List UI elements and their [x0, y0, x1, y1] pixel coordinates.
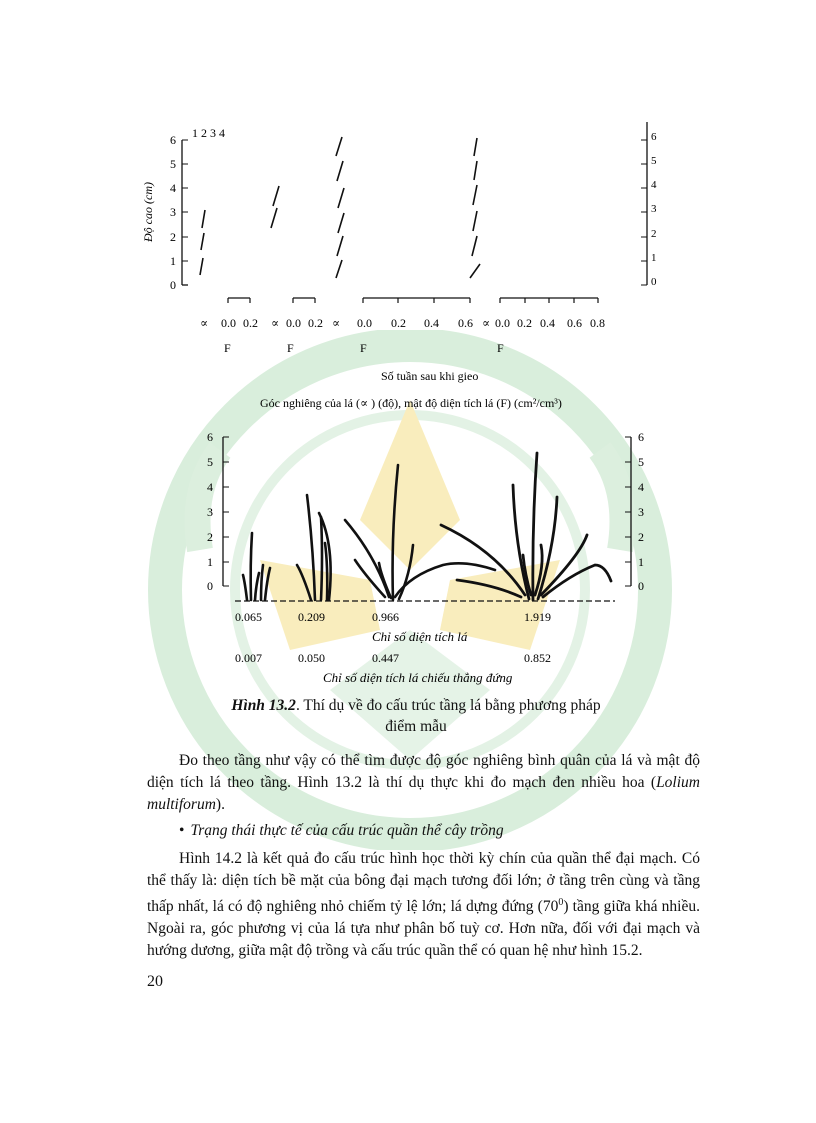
vertical-projection-value: 0.852	[524, 651, 551, 665]
page-number: 20	[147, 973, 163, 990]
x-tick: 0.2	[243, 316, 258, 330]
paragraph-2	[147, 848, 700, 962]
paragraph-1	[147, 750, 700, 816]
vertical-projection-value: 0.007	[235, 651, 262, 665]
caption-text: . Thí dụ về đo cấu trúc tầng lá bằng phương pháp điểm mẫu	[295, 697, 601, 735]
x-tick: 0.4	[540, 316, 555, 330]
y-tick: 5	[170, 157, 176, 171]
alpha-label: ∝	[332, 316, 341, 330]
bullet-heading-text: Trạng thái thực tế của cấu trúc quần thể cây trồng	[190, 822, 504, 839]
y-axis-label: Độ cao (cm)	[141, 182, 155, 242]
f-label: F	[224, 341, 231, 355]
y-tick-right: 1	[651, 252, 657, 264]
leaf-area-density-chart	[140, 110, 700, 430]
y-tick-right: 4	[638, 480, 644, 494]
right-y-axis	[641, 122, 657, 288]
f-label: F	[360, 341, 367, 355]
y-tick-right: 0	[638, 579, 644, 593]
y-tick-right: 3	[638, 505, 644, 519]
paragraph-1-text: Đo theo tầng như vậy có thể tìm được độ góc nghiêng bình quân của lá và mật độ diện tích lá theo tầng. Hình 13.2 là thí dụ thực khi đo mạch đen nhiều hoa (	[147, 752, 700, 791]
y-tick: 2	[207, 530, 213, 544]
paragraph-2-text: Hình 14.2 là kết quả đo cấu trúc hình học thời kỳ chín của quần thể đại mạch. Có thể thấy là: diện tích bề mặt của bông đại mạch tương đối lớn; ở tầng trên cùng và tầng thấp nhất, lá có độ nghiêng nhỏ chiếm tỷ lệ lớn; lá dựng đứng (70	[147, 850, 700, 916]
y-tick-right: 5	[638, 455, 644, 469]
bullet-icon: •	[179, 822, 185, 839]
x-tick: 0.0	[495, 316, 510, 330]
y-tick-right: 6	[651, 131, 657, 143]
y-tick: 4	[207, 480, 213, 494]
plants-right-axis	[625, 430, 644, 593]
f-label: F	[497, 341, 504, 355]
y-tick: 6	[207, 430, 213, 444]
y-tick-right: 4	[651, 179, 657, 191]
degree-superscript: 0	[558, 897, 564, 908]
alpha-label: ∝	[200, 316, 209, 330]
bullet-heading	[147, 820, 700, 842]
alpha-label: ∝	[482, 316, 491, 330]
y-tick: 1	[170, 254, 176, 268]
x-tick: 0.8	[590, 316, 605, 330]
figure-caption	[218, 695, 614, 737]
plant-week-1	[243, 533, 270, 600]
paragraph-1-end: ).	[215, 796, 225, 813]
f-label: F	[287, 341, 294, 355]
y-tick: 4	[170, 181, 176, 195]
x-tick: 0.6	[567, 316, 582, 330]
y-tick: 5	[207, 455, 213, 469]
x-tick: 0.4	[424, 316, 439, 330]
paragraph-2-end: ) tầng giữa khá nhiều. Ngoài ra, góc phương vị của lá tựa như phân bố tuỳ cơ. Hơn nữa, đối với đại mạch và hướng dương, giữa mật độ trồng và cấu trúc quần thể có quan hệ như hình 15.2.	[147, 898, 700, 960]
leaf-angle-marks	[200, 137, 480, 278]
leaf-area-index-value: 0.209	[298, 610, 325, 624]
x-tick: 0.0	[221, 316, 236, 330]
leaf-area-index-value: 0.065	[235, 610, 262, 624]
leaf-area-index-value: 1.919	[524, 610, 551, 624]
y-tick-right: 6	[638, 430, 644, 444]
leaf-area-index-value: 0.966	[372, 610, 399, 624]
plant-week-4	[441, 453, 611, 600]
species-name: Lolium multiforum	[147, 774, 700, 813]
leaf-area-index-label: Chỉ số diện tích lá	[372, 629, 468, 644]
x-tick: 0.2	[517, 316, 532, 330]
x-axis-label-angle: Góc nghiêng của lá (∝ ) (độ), mật độ diện tích lá (F) (cm²/cm³)	[260, 396, 562, 410]
y-tick: 0	[207, 579, 213, 593]
x-tick: 0.2	[308, 316, 323, 330]
y-tick: 2	[170, 230, 176, 244]
y-tick: 1	[207, 555, 213, 569]
plant-week-3	[345, 465, 495, 600]
x-tick: 0.2	[391, 316, 406, 330]
vertical-projection-value: 0.050	[298, 651, 325, 665]
plant-silhouette-chart	[195, 425, 675, 695]
panel-x-axes	[228, 298, 598, 303]
caption-figure-number: Hình 13.2	[231, 697, 296, 714]
y-tick: 3	[207, 505, 213, 519]
y-tick-right: 2	[638, 530, 644, 544]
x-tick-labels	[200, 316, 605, 355]
alpha-label: ∝	[271, 316, 280, 330]
x-tick: 0.0	[357, 316, 372, 330]
y-tick-right: 5	[651, 155, 657, 167]
vertical-projection-label: Chỉ số diện tích lá chiếu thẳng đứng	[323, 670, 513, 685]
y-tick: 6	[170, 133, 176, 147]
vertical-projection-value: 0.447	[372, 651, 399, 665]
y-tick-right: 1	[638, 555, 644, 569]
y-tick-right: 3	[651, 203, 657, 215]
y-tick-right: 2	[651, 228, 657, 240]
plant-week-2	[297, 495, 331, 600]
series-numbers: 1 2 3 4	[192, 126, 225, 140]
left-y-axis	[141, 126, 225, 292]
x-axis-label-weeks: Số tuần sau khi gieo	[381, 369, 479, 383]
plants-left-axis	[207, 430, 229, 593]
y-tick-right: 0	[651, 276, 657, 288]
y-tick: 3	[170, 205, 176, 219]
x-tick: 0.0	[286, 316, 301, 330]
y-tick: 0	[170, 278, 176, 292]
x-tick: 0.6	[458, 316, 473, 330]
